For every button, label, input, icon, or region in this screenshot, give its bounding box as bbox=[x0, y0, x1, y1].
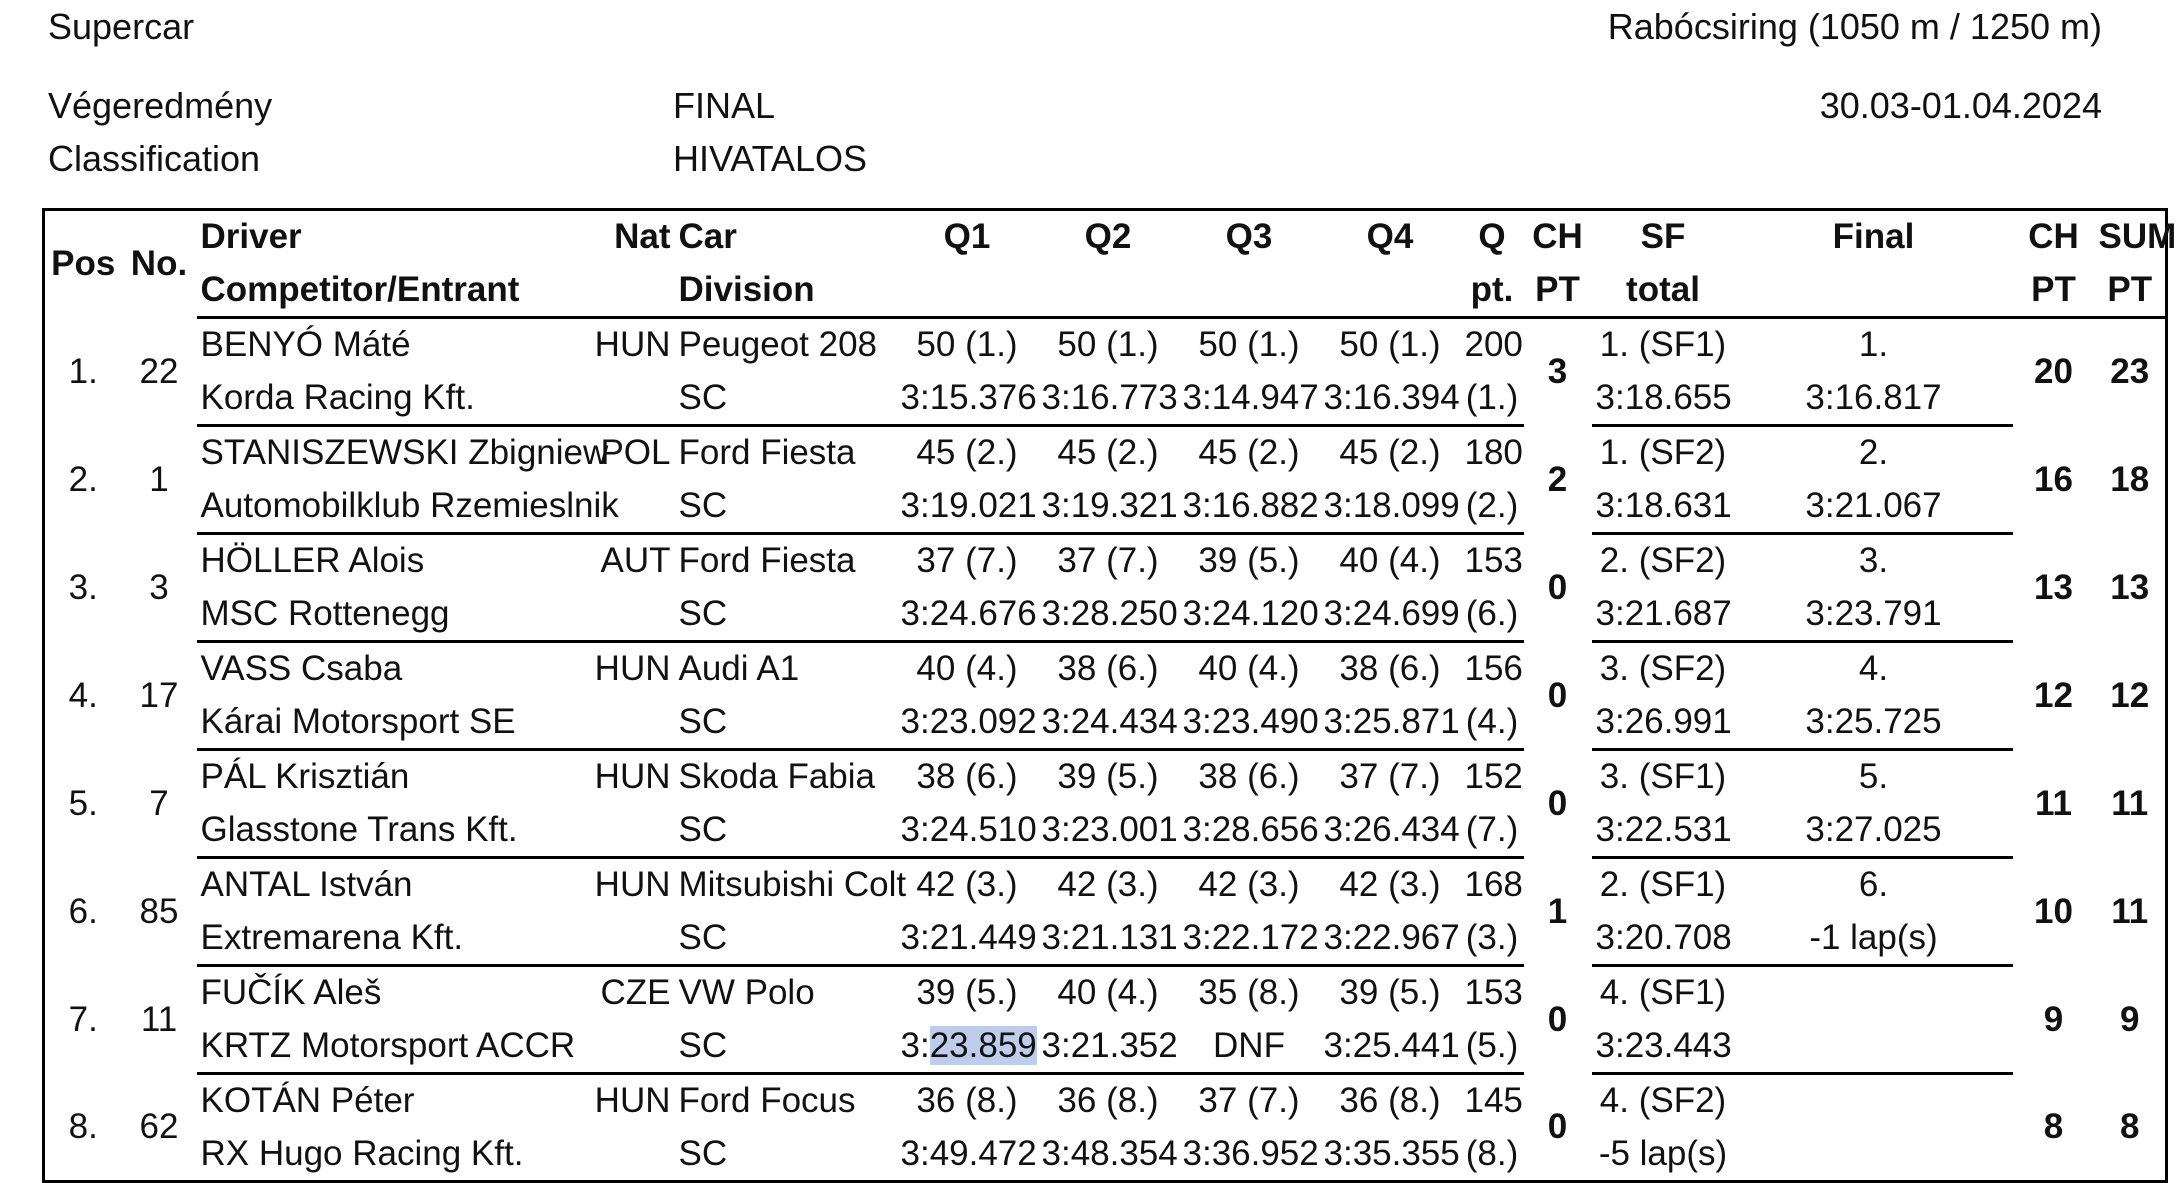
q4-time-cell: 3:22.967 bbox=[1320, 912, 1461, 966]
q2-points-cell: 42 (3.) bbox=[1057, 865, 1159, 905]
col-sf: SF bbox=[1640, 217, 1686, 257]
ch-pt-total-cell: 9 bbox=[2043, 999, 2064, 1039]
nat-cell: HUN bbox=[594, 649, 671, 689]
q2-points-cell: 39 (5.) bbox=[1057, 757, 1159, 797]
entrant-cell: Kárai Motorsport SE bbox=[197, 696, 587, 750]
q4-time-cell: 3:25.441 bbox=[1320, 1020, 1461, 1074]
sf-time-cell: 3:18.655 bbox=[1592, 372, 1735, 426]
sum-pt-cell: 23 bbox=[2110, 352, 2150, 392]
q4-points-cell: 39 (5.) bbox=[1339, 973, 1441, 1013]
q-total-cell: 200 bbox=[1464, 325, 1523, 365]
q1-time-prefix: 3: bbox=[900, 1025, 930, 1065]
q1-time-cell: 3:24.510 bbox=[897, 804, 1038, 858]
pos-cell: 5. bbox=[68, 783, 98, 823]
q1-time-cell: 3:15.376 bbox=[897, 372, 1038, 426]
driver-cell: STANISZEWSKI Zbigniew bbox=[200, 433, 609, 473]
col-final: Final bbox=[1832, 217, 1915, 257]
driver-cell: PÁL Krisztián bbox=[200, 757, 410, 797]
q3-time-cell: 3:36.952 bbox=[1182, 1133, 1319, 1173]
table-row-sub bbox=[44, 588, 2167, 642]
ch-pt-total-cell: 16 bbox=[2034, 459, 2073, 499]
col-pos: Pos bbox=[51, 244, 116, 284]
col-ch2-sub: PT bbox=[2013, 264, 2095, 318]
col-q-pt-sub: pt. bbox=[1461, 264, 1524, 318]
number-cell: 17 bbox=[139, 675, 179, 715]
nat-cell: AUT bbox=[600, 541, 671, 581]
sf-result-cell: 1. (SF2) bbox=[1599, 433, 1727, 473]
ch-pt-total-cell: 13 bbox=[2034, 567, 2073, 607]
col-driver: Driver bbox=[200, 217, 302, 257]
pos-cell: 7. bbox=[68, 999, 98, 1039]
results-table bbox=[42, 208, 2176, 1183]
col-ch-pt: CH bbox=[1532, 217, 1583, 257]
q4-time-cell: 3:25.871 bbox=[1320, 696, 1461, 750]
q4-time-cell: 3:26.434 bbox=[1320, 804, 1461, 858]
q3-points-cell: 40 (4.) bbox=[1198, 649, 1300, 689]
entrant-cell: KRTZ Motorsport ACCR bbox=[197, 1020, 587, 1074]
col-q2: Q2 bbox=[1084, 217, 1132, 257]
final-time-cell bbox=[1735, 1020, 2013, 1074]
division-cell: SC bbox=[675, 1020, 897, 1074]
event-dates: 30.03-01.04.2024 bbox=[1819, 85, 2102, 126]
sf-time-cell: 3:22.531 bbox=[1592, 804, 1735, 858]
nat-cell: HUN bbox=[594, 865, 671, 905]
pos-cell: 6. bbox=[68, 891, 98, 931]
col-division: Division bbox=[675, 264, 897, 318]
final-result-cell: 6. bbox=[1858, 865, 1889, 905]
car-cell: Ford Fiesta bbox=[678, 541, 856, 581]
q3-time-cell: 3:14.947 bbox=[1179, 372, 1320, 426]
q4-time-cell: 3:24.699 bbox=[1320, 588, 1461, 642]
ch-pt-total-cell: 8 bbox=[2043, 1106, 2064, 1146]
q2-time-cell: 3:28.250 bbox=[1038, 588, 1179, 642]
entrant-cell: Automobilklub Rzemieslnik bbox=[197, 480, 587, 534]
driver-cell: ANTAL István bbox=[200, 865, 413, 905]
ch-pt-total-cell: 20 bbox=[2034, 352, 2073, 392]
final-time-cell: -1 lap(s) bbox=[1735, 912, 2013, 966]
driver-cell: HÖLLER Alois bbox=[200, 541, 425, 581]
q4-points-cell: 50 (1.) bbox=[1339, 325, 1441, 365]
sf-time-cell: 3:26.991 bbox=[1592, 696, 1735, 750]
final-result-cell: 1. bbox=[1858, 325, 1889, 365]
q-total-cell: 180 bbox=[1464, 433, 1523, 473]
q-total-cell: 168 bbox=[1464, 865, 1523, 905]
q-total-cell: 156 bbox=[1464, 649, 1523, 689]
q4-time-cell: 3:18.099 bbox=[1320, 480, 1461, 534]
table-row-sub bbox=[44, 1128, 2167, 1182]
sf-result-cell: 3. (SF1) bbox=[1599, 757, 1727, 797]
car-cell: Skoda Fabia bbox=[678, 757, 876, 797]
ch-points-cell: 2 bbox=[1547, 459, 1568, 499]
selected-text[interactable]: 23.859 bbox=[929, 1025, 1037, 1065]
q2-points-cell: 36 (8.) bbox=[1057, 1081, 1159, 1121]
sf-result-cell: 3. (SF2) bbox=[1599, 649, 1727, 689]
q-position-cell: (7.) bbox=[1461, 804, 1524, 858]
q1-time-cell[interactable] bbox=[897, 1020, 1038, 1074]
q4-points-cell: 42 (3.) bbox=[1339, 865, 1441, 905]
ch-points-cell: 0 bbox=[1547, 675, 1568, 715]
col-q-pt: Q bbox=[1478, 217, 1506, 257]
table-row bbox=[44, 966, 2167, 1020]
q-position-cell: (1.) bbox=[1461, 372, 1524, 426]
q1-time-cell: 3:19.021 bbox=[897, 480, 1038, 534]
q2-points-cell: 40 (4.) bbox=[1057, 973, 1159, 1013]
ch-points-cell: 1 bbox=[1547, 891, 1568, 931]
col-q4: Q4 bbox=[1366, 217, 1414, 257]
q3-points-cell: 45 (2.) bbox=[1198, 433, 1300, 473]
table-row bbox=[44, 858, 2167, 912]
q2-time-cell: 3:19.321 bbox=[1038, 480, 1179, 534]
sum-pt-cell: 11 bbox=[2111, 891, 2149, 931]
entrant-cell: Korda Racing Kft. bbox=[197, 372, 587, 426]
q1-points-cell: 39 (5.) bbox=[916, 973, 1018, 1013]
title-hungarian: Végeredmény bbox=[48, 85, 273, 126]
sf-time-cell: -5 lap(s) bbox=[1598, 1133, 1728, 1173]
sum-pt-cell: 8 bbox=[2120, 1106, 2140, 1146]
number-cell: 11 bbox=[140, 999, 178, 1039]
q2-time-cell: 3:16.773 bbox=[1038, 372, 1179, 426]
division-cell: SC bbox=[678, 1133, 728, 1173]
q1-points-cell: 38 (6.) bbox=[916, 757, 1018, 797]
q1-points-cell: 45 (2.) bbox=[916, 433, 1018, 473]
q-position-cell: (2.) bbox=[1461, 480, 1524, 534]
ch-points-cell: 0 bbox=[1547, 783, 1568, 823]
q-total-cell: 153 bbox=[1464, 973, 1523, 1013]
nat-cell: CZE bbox=[600, 973, 671, 1013]
sf-result-cell: 1. (SF1) bbox=[1599, 325, 1727, 365]
entrant-cell: RX Hugo Racing Kft. bbox=[200, 1133, 524, 1173]
table-row-sub bbox=[44, 804, 2167, 858]
entrant-cell: MSC Rottenegg bbox=[197, 588, 587, 642]
track-name: Rabócsiring (1050 m / 1250 m) bbox=[1607, 6, 2102, 47]
q1-points-cell: 36 (8.) bbox=[916, 1081, 1018, 1121]
sf-result-cell: 2. (SF1) bbox=[1599, 865, 1727, 905]
q2-points-cell: 38 (6.) bbox=[1057, 649, 1159, 689]
final-result-cell bbox=[1735, 966, 2013, 1020]
q3-time-cell: 3:24.120 bbox=[1179, 588, 1320, 642]
col-nat: Nat bbox=[614, 217, 671, 257]
driver-cell: VASS Csaba bbox=[200, 649, 403, 689]
final-time-cell: 3:25.725 bbox=[1735, 696, 2013, 750]
car-cell: Ford Fiesta bbox=[678, 433, 856, 473]
division-cell: SC bbox=[675, 696, 897, 750]
sf-time-cell: 3:23.443 bbox=[1592, 1020, 1735, 1074]
q2-time-cell: 3:21.352 bbox=[1038, 1020, 1179, 1074]
q4-points-cell: 37 (7.) bbox=[1339, 757, 1441, 797]
table-row bbox=[44, 750, 2167, 804]
table-row-sub bbox=[44, 480, 2167, 534]
q3-points-cell: 42 (3.) bbox=[1198, 865, 1300, 905]
table-row bbox=[44, 1074, 2167, 1128]
pos-cell: 2. bbox=[68, 459, 98, 499]
final-time-cell: 3:23.791 bbox=[1735, 588, 2013, 642]
q-total-cell: 153 bbox=[1464, 541, 1523, 581]
nat-cell: HUN bbox=[594, 1081, 671, 1121]
q1-time-cell: 3:24.676 bbox=[897, 588, 1038, 642]
sf-result-cell: 4. (SF2) bbox=[1599, 1081, 1727, 1121]
ch-pt-total-cell: 11 bbox=[2035, 783, 2072, 823]
division-cell: SC bbox=[675, 480, 897, 534]
q-position-cell: (3.) bbox=[1461, 912, 1524, 966]
ch-pt-total-cell: 10 bbox=[2034, 891, 2073, 931]
driver-cell: KOTÁN Péter bbox=[200, 1081, 415, 1121]
number-cell: 62 bbox=[139, 1106, 179, 1146]
final-time-cell: 3:27.025 bbox=[1735, 804, 2013, 858]
sf-result-cell: 2. (SF2) bbox=[1599, 541, 1727, 581]
table-row bbox=[44, 426, 2167, 480]
q2-time-cell: 3:23.001 bbox=[1038, 804, 1179, 858]
q4-points-cell: 40 (4.) bbox=[1339, 541, 1441, 581]
sum-pt-cell: 18 bbox=[2110, 459, 2150, 499]
division-cell: SC bbox=[675, 372, 897, 426]
col-no: No. bbox=[130, 244, 188, 284]
pos-cell: 3. bbox=[68, 567, 98, 607]
sf-time-cell: 3:18.631 bbox=[1592, 480, 1735, 534]
final-time-cell bbox=[1735, 1128, 2013, 1182]
q2-time-cell: 3:24.434 bbox=[1038, 696, 1179, 750]
q1-points-cell: 37 (7.) bbox=[916, 541, 1018, 581]
car-cell: Ford Focus bbox=[678, 1081, 856, 1121]
sf-time-cell: 3:20.708 bbox=[1592, 912, 1735, 966]
q1-points-cell: 50 (1.) bbox=[916, 325, 1018, 365]
sum-pt-cell: 12 bbox=[2110, 675, 2150, 715]
q1-time-cell: 3:23.092 bbox=[897, 696, 1038, 750]
q2-time-cell: 3:21.131 bbox=[1038, 912, 1179, 966]
final-result-cell: 4. bbox=[1858, 649, 1889, 689]
driver-cell: BENYÓ Máté bbox=[200, 325, 411, 365]
final-result-cell bbox=[1735, 1074, 2013, 1128]
title-english: Classification bbox=[48, 138, 261, 179]
q2-points-cell: 37 (7.) bbox=[1057, 541, 1159, 581]
status-official: HIVATALOS bbox=[673, 138, 868, 179]
number-cell: 85 bbox=[139, 891, 179, 931]
col-q3: Q3 bbox=[1225, 217, 1273, 257]
final-time-cell: 3:16.817 bbox=[1735, 372, 2013, 426]
entrant-cell: Glasstone Trans Kft. bbox=[197, 804, 587, 858]
q4-points-cell: 45 (2.) bbox=[1339, 433, 1441, 473]
q-position-cell: (4.) bbox=[1461, 696, 1524, 750]
q3-points-cell: 37 (7.) bbox=[1198, 1081, 1300, 1121]
pos-cell: 4. bbox=[68, 675, 98, 715]
q1-points-cell: 40 (4.) bbox=[916, 649, 1018, 689]
q4-points-cell: 36 (8.) bbox=[1339, 1081, 1441, 1121]
number-cell: 3 bbox=[149, 567, 169, 607]
ch-points-cell: 3 bbox=[1547, 352, 1568, 392]
q-total-cell: 145 bbox=[1464, 1081, 1523, 1121]
col-q1: Q1 bbox=[943, 217, 991, 257]
table-row bbox=[44, 318, 2167, 372]
ch-points-cell: 0 bbox=[1547, 1106, 1568, 1146]
q-total-cell: 152 bbox=[1464, 757, 1523, 797]
q2-points-cell: 45 (2.) bbox=[1057, 433, 1159, 473]
final-result-cell: 2. bbox=[1858, 433, 1889, 473]
table-row-sub bbox=[44, 372, 2167, 426]
table-row bbox=[44, 642, 2167, 696]
q1-time-cell: 3:49.472 bbox=[900, 1133, 1037, 1173]
series-name: Supercar bbox=[48, 6, 195, 47]
q4-time-cell: 3:35.355 bbox=[1323, 1133, 1460, 1173]
nat-cell: HUN bbox=[594, 757, 671, 797]
q-position-cell: (8.) bbox=[1465, 1133, 1519, 1173]
final-time-cell: 3:21.067 bbox=[1735, 480, 2013, 534]
ch-points-cell: 0 bbox=[1547, 567, 1568, 607]
number-cell: 22 bbox=[139, 351, 179, 391]
q-position-cell: (6.) bbox=[1461, 588, 1524, 642]
q4-time-cell: 3:16.394 bbox=[1320, 372, 1461, 426]
col-sum: SUM bbox=[2098, 217, 2176, 257]
q4-points-cell: 38 (6.) bbox=[1339, 649, 1441, 689]
car-cell: Peugeot 208 bbox=[678, 325, 878, 365]
nat-cell: POL bbox=[600, 433, 671, 473]
col-ch-pt-sub: PT bbox=[1524, 264, 1592, 318]
sum-pt-cell: 13 bbox=[2110, 567, 2150, 607]
col-sum-sub: PT bbox=[2095, 264, 2167, 318]
table-row bbox=[44, 534, 2167, 588]
status-final: FINAL bbox=[673, 85, 776, 126]
table-row-sub bbox=[44, 696, 2167, 750]
division-cell: SC bbox=[675, 804, 897, 858]
sum-pt-cell: 11 bbox=[2111, 783, 2149, 823]
q1-points-cell: 42 (3.) bbox=[916, 865, 1018, 905]
col-car: Car bbox=[678, 217, 737, 257]
col-ch2: CH bbox=[2028, 217, 2079, 257]
q3-points-cell: 39 (5.) bbox=[1198, 541, 1300, 581]
car-cell: Mitsubishi Colt bbox=[678, 865, 907, 905]
q2-points-cell: 50 (1.) bbox=[1057, 325, 1159, 365]
q3-time-cell: DNF bbox=[1179, 1020, 1320, 1074]
q3-points-cell: 38 (6.) bbox=[1198, 757, 1300, 797]
q3-points-cell: 50 (1.) bbox=[1198, 325, 1300, 365]
q3-points-cell: 35 (8.) bbox=[1198, 973, 1300, 1013]
q3-time-cell: 3:23.490 bbox=[1179, 696, 1320, 750]
final-result-cell: 3. bbox=[1858, 541, 1889, 581]
number-cell: 1 bbox=[149, 459, 169, 499]
q2-time-cell: 3:48.354 bbox=[1041, 1133, 1178, 1173]
division-cell: SC bbox=[675, 588, 897, 642]
pos-cell: 1. bbox=[68, 351, 98, 391]
driver-cell: FUČÍK Aleš bbox=[200, 973, 382, 1013]
nat-cell: HUN bbox=[594, 325, 671, 365]
entrant-cell: Extremarena Kft. bbox=[197, 912, 587, 966]
car-cell: Audi A1 bbox=[678, 649, 800, 689]
table-row-sub bbox=[44, 1020, 2167, 1074]
division-cell: SC bbox=[675, 912, 897, 966]
number-cell: 7 bbox=[149, 783, 169, 823]
car-cell: VW Polo bbox=[678, 973, 815, 1013]
table-row-sub bbox=[44, 912, 2167, 966]
sum-pt-cell: 9 bbox=[2120, 999, 2140, 1039]
q3-time-cell: 3:28.656 bbox=[1179, 804, 1320, 858]
table-header bbox=[44, 210, 2176, 318]
q3-time-cell: 3:22.172 bbox=[1179, 912, 1320, 966]
q-position-cell: (5.) bbox=[1461, 1020, 1524, 1074]
q1-time-cell: 3:21.449 bbox=[897, 912, 1038, 966]
sf-result-cell: 4. (SF1) bbox=[1599, 973, 1727, 1013]
ch-points-cell: 0 bbox=[1547, 999, 1568, 1039]
col-sf-sub: total bbox=[1592, 264, 1735, 318]
col-competitor: Competitor/Entrant bbox=[197, 264, 587, 318]
pos-cell: 8. bbox=[68, 1106, 98, 1146]
q3-time-cell: 3:16.882 bbox=[1179, 480, 1320, 534]
ch-pt-total-cell: 12 bbox=[2034, 675, 2073, 715]
final-result-cell: 5. bbox=[1858, 757, 1889, 797]
sf-time-cell: 3:21.687 bbox=[1592, 588, 1735, 642]
